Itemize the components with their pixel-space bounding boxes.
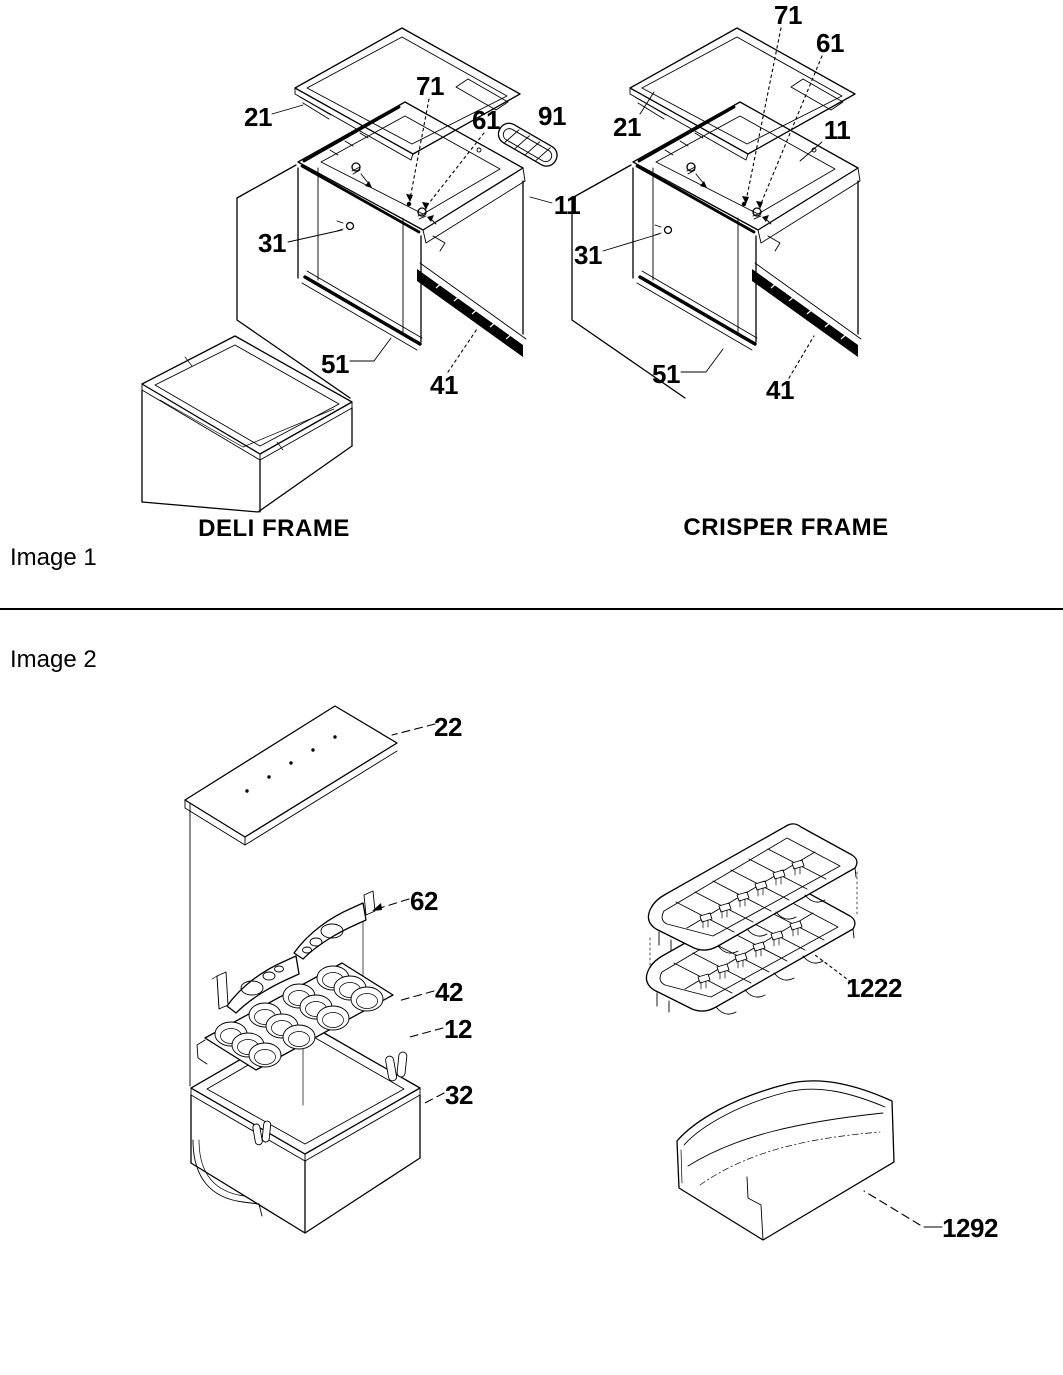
crisper-frame-caption: CRISPER FRAME xyxy=(683,514,889,541)
part-label-42: 42 xyxy=(435,977,463,1007)
section-title-image2: Image 2 xyxy=(10,646,97,673)
crisper-clip-31 xyxy=(655,225,672,235)
exploded-stack-drawing xyxy=(185,706,444,1233)
part-label-deli-61: 61 xyxy=(472,105,500,135)
part-label-deli-51: 51 xyxy=(321,349,349,379)
door-bin-drawing xyxy=(677,1081,942,1240)
ice-tray-stack-drawing xyxy=(646,824,857,1014)
rim-latch-clip xyxy=(385,1052,407,1082)
part-label-crisper-21: 21 xyxy=(613,112,641,142)
part-label-1292: 1292 xyxy=(942,1213,998,1243)
section-title-image1: Image 1 xyxy=(10,544,97,571)
part-label-22: 22 xyxy=(434,712,462,742)
part-label-deli-21: 21 xyxy=(244,102,272,132)
part-label-deli-11: 11 xyxy=(553,190,581,220)
deli-clip-31 xyxy=(337,221,354,231)
part-label-crisper-51: 51 xyxy=(652,359,680,389)
rim-latch-clip-front xyxy=(252,1121,271,1146)
part-label-12: 12 xyxy=(444,1014,472,1044)
shelf-cover-drawing xyxy=(185,706,397,845)
part-label-crisper-11: 11 xyxy=(823,115,851,145)
part-label-deli-71: 71 xyxy=(416,71,444,101)
deli-frame-core xyxy=(237,28,526,398)
part-label-deli-91: 91 xyxy=(538,101,566,131)
bucket-and-rim-drawing xyxy=(191,1022,420,1233)
crisper-frame-drawing xyxy=(572,28,861,398)
part-label-62: 62 xyxy=(410,886,438,916)
part-label-crisper-61: 61 xyxy=(816,28,844,58)
part-label-crisper-71: 71 xyxy=(774,0,802,30)
deli-frame-caption: DELI FRAME xyxy=(198,515,350,542)
deli-leader-lines xyxy=(272,99,552,372)
part-label-32: 32 xyxy=(445,1080,473,1110)
part-label-1222: 1222 xyxy=(846,973,902,1003)
crisper-leader-lines xyxy=(603,28,822,378)
part-label-crisper-31: 31 xyxy=(574,240,602,270)
part-label-deli-41: 41 xyxy=(430,370,458,400)
crisper-frame-core xyxy=(572,28,861,398)
section-divider xyxy=(0,608,1063,610)
leader-1292 xyxy=(864,1191,942,1227)
part-label-crisper-41: 41 xyxy=(766,375,794,405)
part-label-deli-31: 31 xyxy=(258,228,286,258)
deli-frame-drawing xyxy=(142,28,561,512)
